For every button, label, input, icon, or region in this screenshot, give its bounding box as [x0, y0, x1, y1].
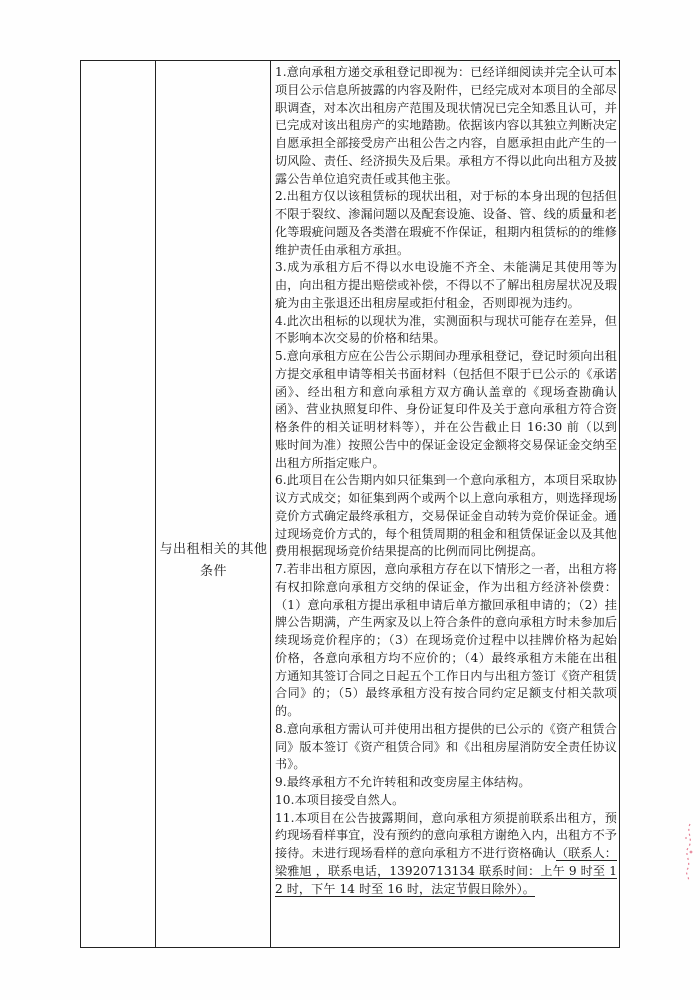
red-seal-edge-mark	[676, 822, 698, 882]
empty-index-column	[81, 61, 156, 947]
clause-3: 3.成为承租方后不得以水电设施不齐全、未能满足其使用等为由，向出租方提出赔偿或补偿，不得以不了解出租房屋状况及瑕疵为由主张退还出租房屋或拒付租金，否则即视为违约。	[275, 260, 617, 310]
clause-6: 6.此项目在公告期内如只征集到一个意向承租方，本项目采取协议方式成交；如征集到两个或两个以上意向承租方，则选择现场竞价方式确定最终承租方，交易保证金自动转为竞价保证金。通过现场竞价方式的，每个租赁周期的租金和租赁保证金以及其他费用根据现场竞价结果提高的比例而同比例提高。	[275, 473, 617, 559]
clause-2: 2.出租方仅以该租赁标的现状出租，对于标的本身出现的包括但不限于裂纹、渗漏问题以及配套设施、设备、管、线的质量和老化等瑕疵问题及各类潜在瑕疵不作保证，租期内租赁标的的维修维护责任由承租方承担。	[275, 189, 617, 257]
content-column	[271, 61, 621, 947]
row-label: 与出租相关的其他条件	[159, 542, 268, 579]
clause-7: 7.若非出租方原因，意向承租方存在以下情形之一者，出租方将有权扣除意向承租方交纳的保证金，作为出租方经济补偿费：（1）意向承租方提出承租申请后单方撤回承租申请的；（2）挂牌公告期满，产生两家及以上符合条件的意向承租方时未参加后续现场竞价程序的；（3）在现场竞价过程中以挂牌价格为起始价格，各意向承租方均不应价的；（4）最终承租方未能在出租方通知其签订合同之日起五个工作日内与出租方签订《资产租赁合同》的；（5）最终承租方没有按合同约定足额支付相关款项的。	[275, 562, 617, 718]
clause-11-text: 11.本项目在公告披露期间，意向承租方须提前联系出租方，预约现场看样事宜，没有预约的意向承租方谢绝入内，出租方不予接待。未进行现场看样的意向承租方不进行资格确认	[275, 810, 617, 860]
clause-11	[275, 810, 617, 899]
clause-10: 10.本项目接受自然人。	[275, 792, 405, 807]
clause-1: 1.意向承租方递交承租登记即视为：已经详细阅读并完全认可本项目公示信息所披露的内容及附件，已经完成对本项目的全部尽职调查，对本次出租房产范围及现状情况已完全知悉且认可，并已完成对该出租房产的实地踏勘。依据该内容以其独立判断决定自愿承担全部接受房产出租公告之内容，自愿承担由此产生的一切风险、责任、经济损失及后果。承租方不得以此向出租方及披露公告单位追究责任或其他主张。	[275, 65, 617, 186]
label-column	[156, 61, 271, 947]
clause-4: 4.此次出租标的以现状为准，实测面积与现状可能存在差异，但不影响本次交易的价格和结果。	[275, 313, 617, 346]
clause-5: 5.意向承租方应在公告公示期间办理承租登记，登记时须向出租方提交承租申请等相关书面材料（包括但不限于已公示的《承诺函》、经出租方和意向承租方双方确认盖章的《现场查勘确认函》、营业执照复印件、身份证复印件及关于意向承租方符合资格条件的相关证明材料等），并在公告截止日 16:30 前（以到账时间为准）按照公告中的保证金设定金额将交易保证金交纳至出租方所指定账户。	[275, 349, 617, 470]
clause-9: 9.最终承租方不允许转租和改变房屋主体结构。	[275, 775, 531, 789]
clause-8: 8.意向承租方需认可并使用出租方提供的已公示的《资产租赁合同》版本签订《资产租赁合同》和《出租房屋消防安全责任协议书》。	[275, 721, 617, 772]
conditions-table	[80, 60, 620, 948]
contact-info: （联系人：梁雅旭 ，联系电话，13920713134 联系时间：上午 9 时至 12 时，下午 14 时至 16 时，法定节假日除外）。	[275, 846, 617, 896]
